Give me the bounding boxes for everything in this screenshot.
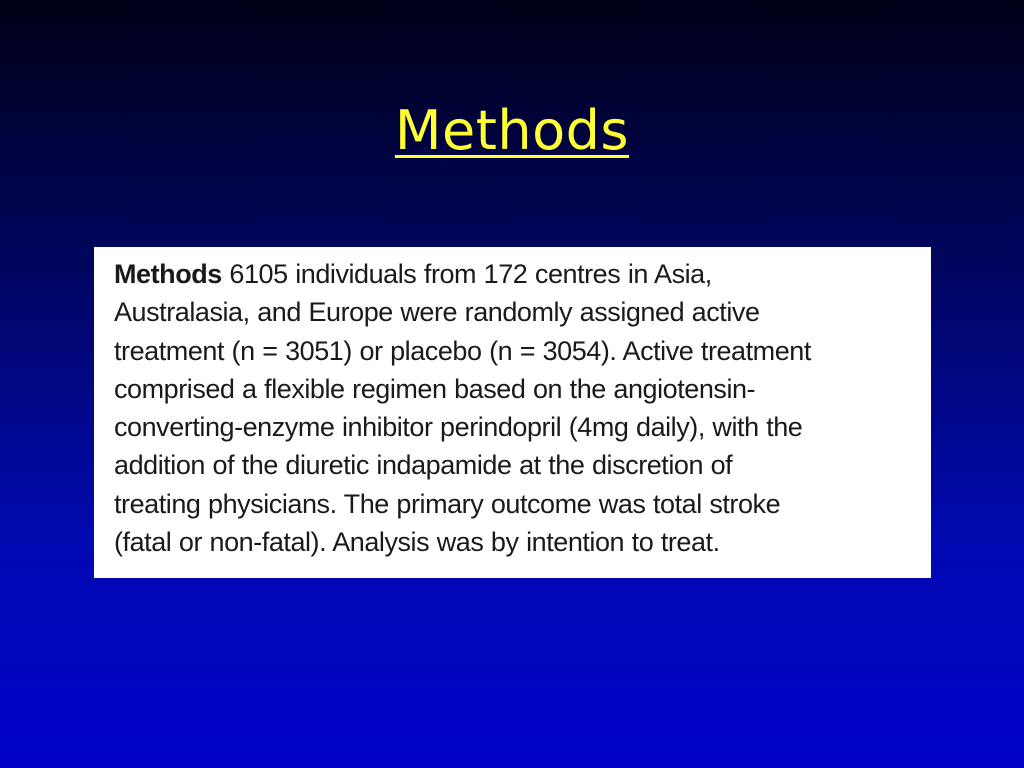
abstract-excerpt-box — [94, 247, 931, 578]
slide-title: Methods — [394, 99, 630, 162]
abstract-heading: Methods — [114, 259, 222, 289]
abstract-body: 6105 individuals from 172 centres in Asia, Australasia, and Europe were randomly assigned active treatment (n = 3051) or placebo (n = 3054). Active treatment comprised a flexible regimen based on the angiotensin- converting-enzyme inhibitor perindopril (4mg daily), with the addition of the diuretic indapamide at the discretion of treating physicians. The primary outcome was total stroke (fatal or non-fatal). Analysis was by intention to treat. — [114, 259, 811, 558]
abstract-paragraph — [114, 255, 931, 561]
